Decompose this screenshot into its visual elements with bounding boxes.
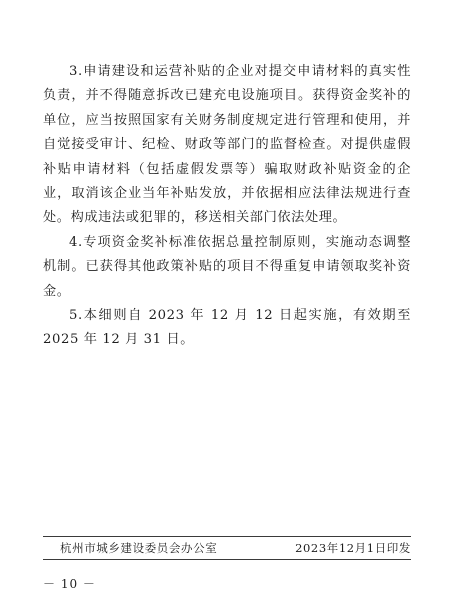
page-number: － 10 － — [43, 577, 96, 591]
footer-print-date: 2023年12月1日印发 — [295, 541, 411, 555]
footer-bottom-rule — [43, 559, 411, 560]
document-body — [43, 60, 411, 353]
paragraph-item-5: 5.本细则自 2023 年 12 月 12 日起实施，有效期至 2025 年 12 月 31 日。 — [43, 308, 411, 348]
paragraph-item-4: 4.专项资金奖补标准依据总量控制原则，实施动态调整机制。已获得其他政策补贴的项目不得重复申请领取奖补资金。 — [43, 234, 411, 299]
footer-issuer: 杭州市城乡建设委员会办公室 — [60, 541, 218, 555]
footer-top-rule — [43, 536, 411, 537]
paragraph-item-3: 3.申请建设和运营补贴的企业对提交申请材料的真实性负责，并不得随意拆改已建充电设施项目。获得资金奖补的单位，应当按照国家有关财务制度规定进行管理和使用，并自觉接受审计、纪检、财政等部门的监督检查。对提供虚假补贴申请材料（包括虚假发票等）骗取财政补贴资金的企业，取消该企业当年补贴发放，并依据相应法律法规进行查处。构成违法或犯罪的，移送相关部门依法处理。 — [43, 64, 411, 226]
